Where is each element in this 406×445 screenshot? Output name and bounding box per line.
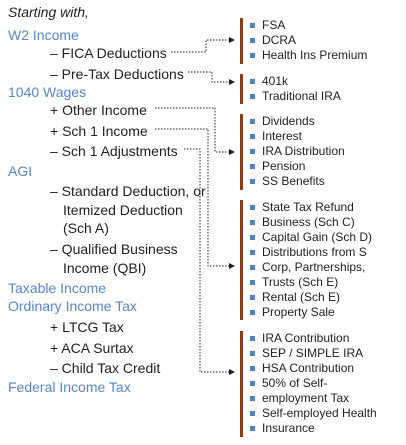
group-item-label: IRA Contribution (262, 331, 350, 345)
group-item-label: 401k (262, 74, 289, 88)
group-item-label: SS Benefits (262, 174, 325, 188)
connector-sch1adj (184, 149, 234, 372)
step-fed: Federal Income Tax (8, 379, 131, 395)
group-item-label: Trusts (Sch E) (262, 275, 339, 289)
group-item-label: employment Tax (262, 391, 350, 405)
group-item-label: Rental (Sch E) (262, 290, 341, 304)
group-item-label: DCRA (262, 33, 297, 47)
step-fica: – FICA Deductions (50, 45, 167, 61)
step-pretax: – Pre-Tax Deductions (50, 66, 184, 82)
group-item-label: Insurance (262, 421, 315, 435)
step-aca: + ACA Surtax (50, 340, 134, 356)
intro-text: Starting with, (8, 4, 89, 20)
group-item-label: SEP / SIMPLE IRA (262, 346, 364, 360)
group-item-label: Property Sale (262, 305, 335, 319)
step-other: + Other Income (50, 102, 147, 118)
step-ctc: – Child Tax Credit (50, 360, 161, 376)
connector-fica (171, 40, 234, 52)
group-item-label: Business (Sch C) (262, 215, 355, 229)
connector-pretax (188, 72, 234, 82)
group-item-label: HSA Contribution (262, 361, 355, 375)
group-item-label: Health Ins Premium (262, 48, 368, 62)
group-item-label: Distributions from S (262, 245, 367, 259)
step-sch1adj: – Sch 1 Adjustments (50, 143, 178, 159)
group-item-label: Dividends (262, 114, 315, 128)
step-sch1inc: + Sch 1 Income (50, 123, 148, 139)
step-wages: 1040 Wages (8, 84, 87, 100)
step-agi: AGI (8, 163, 33, 179)
step-ordtax: Ordinary Income Tax (8, 298, 137, 314)
connector-sch1inc (155, 129, 234, 266)
group-item-label: Corp, Partnerships, (262, 260, 366, 274)
group-item-label: Traditional IRA (262, 89, 341, 103)
group-item-label: Interest (262, 129, 303, 143)
step-std3: (Sch A) (63, 220, 109, 236)
group-item-label: Capital Gain (Sch D) (262, 230, 373, 244)
step-qbi2: Income (QBI) (63, 260, 147, 276)
group-item-label: Pension (262, 159, 306, 173)
step-std2: Itemized Deduction (63, 202, 183, 218)
step-ltcg: + LTCG Tax (50, 319, 124, 335)
step-taxable: Taxable Income (8, 280, 107, 296)
step-qbi1: – Qualified Business (50, 241, 178, 257)
group-item-label: State Tax Refund (262, 200, 354, 214)
connector-other (155, 108, 234, 152)
group-item-label: FSA (262, 18, 286, 32)
group-item-label: IRA Distribution (262, 144, 345, 158)
group-item-label: Self-employed Health (262, 406, 377, 420)
group-item-label: 50% of Self- (262, 376, 328, 390)
step-w2: W2 Income (8, 27, 79, 43)
step-std1: – Standard Deduction, or (50, 183, 206, 199)
